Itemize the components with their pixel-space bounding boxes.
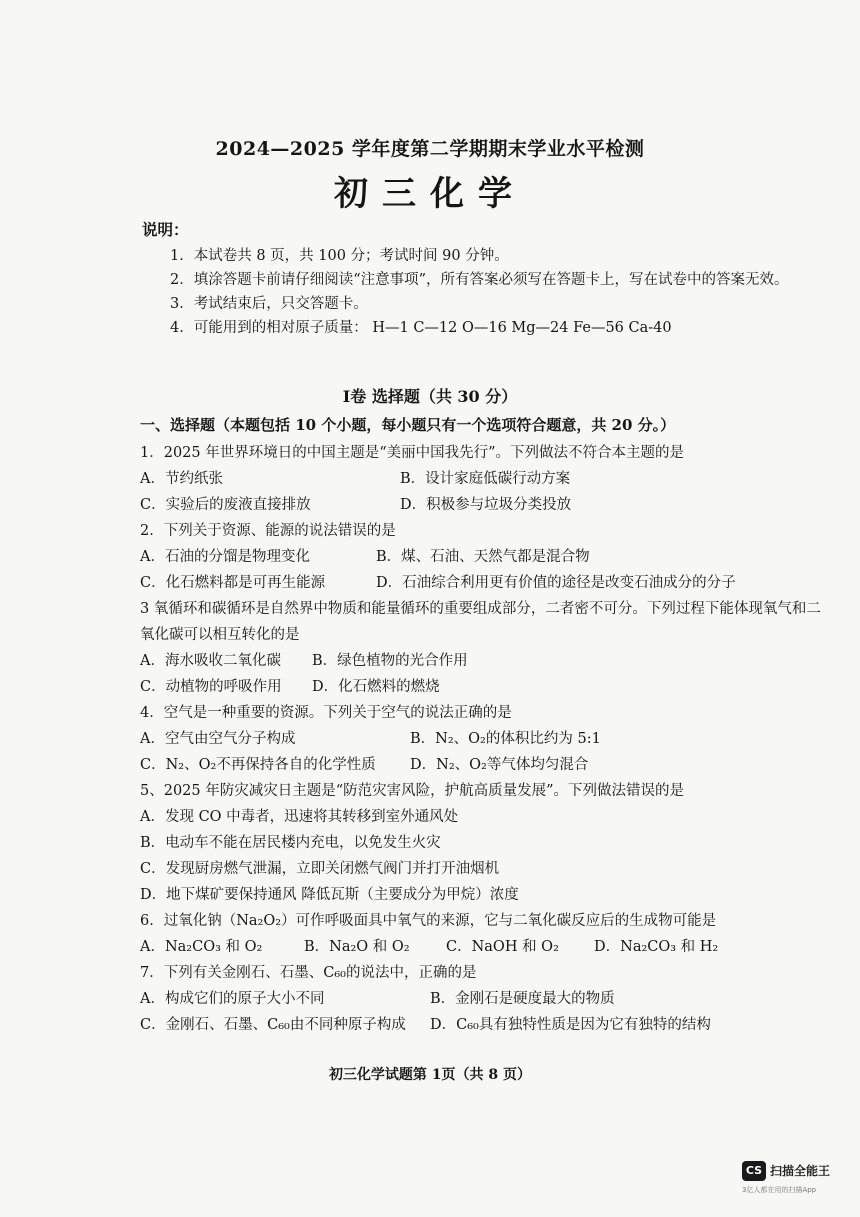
- question-1: [140, 440, 830, 518]
- part-title: 一、选择题（本题包括 10 个小题，每小题只有一个选项符合题意，共 20 分。）: [140, 416, 676, 434]
- option-b: B．金刚石是硬度最大的物质: [430, 991, 615, 1007]
- question-6: [140, 908, 830, 960]
- option-c: C．实验后的废液直接排放: [140, 497, 311, 513]
- instructions: [142, 218, 822, 340]
- option-b: B．N₂、O₂的体积比约为 5:1: [410, 731, 601, 747]
- question-3: [140, 596, 830, 700]
- option-a: A．Na₂CO₃ 和 O₂: [140, 939, 263, 955]
- option-a: A．空气由空气分子构成: [140, 731, 296, 747]
- question-5: [140, 778, 830, 908]
- option-c: C．N₂、O₂不再保持各自的化学性质: [140, 757, 376, 773]
- option-a: A．发现 CO 中毒者，迅速将其转移到室外通风处: [140, 809, 459, 825]
- option-c: C．发现厨房燃气泄漏，立即关闭燃气阀门并打开油烟机: [140, 861, 500, 877]
- option-b: B．Na₂O 和 O₂: [304, 939, 410, 955]
- option-d: D．化石燃料的燃烧: [312, 679, 440, 695]
- question-stem: 5、2025 年防灾减灾日主题是“防范灾害风险，护航高质量发展”。下列做法错误的是: [140, 783, 685, 799]
- instruction-item: 2．填涂答题卡前请仔细阅读“注意事项”，所有答案必须写在答题卡上，写在试卷中的答案无效。: [170, 272, 789, 288]
- question-list: [140, 440, 830, 1038]
- option-a: A．节约纸张: [140, 471, 223, 487]
- camscanner-logo-icon: CS: [742, 1161, 766, 1181]
- page-footer: 初三化学试题第 1页（共 8 页）: [328, 1067, 532, 1083]
- option-c: C．NaOH 和 O₂: [446, 939, 559, 955]
- instructions-heading: 说明：: [142, 220, 189, 239]
- instruction-item: 3．考试结束后，只交答题卡。: [170, 296, 368, 312]
- scanner-watermark: [742, 1160, 852, 1195]
- question-stem: 6．过氧化钠（Na₂O₂）可作呼吸面具中氧气的来源，它与二氧化碳反应后的生成物可能是: [140, 913, 717, 929]
- option-d: D．积极参与垃圾分类投放: [400, 497, 572, 513]
- option-b: B．煤、石油、天然气都是混合物: [376, 549, 590, 565]
- option-d: D．C₆₀具有独特性质是因为它有独特的结构: [430, 1017, 711, 1033]
- option-b: B．设计家庭低碳行动方案: [400, 471, 571, 487]
- option-a: A．石油的分馏是物理变化: [140, 549, 310, 565]
- question-stem: 2．下列关于资源、能源的说法错误的是: [140, 523, 396, 539]
- option-d: D．石油综合利用更有价值的途径是改变石油成分的分子: [376, 575, 736, 591]
- section-title: I卷 选择题（共 30 分）: [342, 387, 518, 406]
- instruction-item: 1．本试卷共 8 页，共 100 分；考试时间 90 分钟。: [170, 248, 509, 264]
- option-b: B．电动车不能在居民楼内充电，以免发生火灾: [140, 835, 441, 851]
- question-stem: 7．下列有关金刚石、石墨、C₆₀的说法中，正确的是: [140, 965, 477, 981]
- option-c: C．动植物的呼吸作用: [140, 679, 282, 695]
- option-c: C．金刚石、石墨、C₆₀由不同种原子构成: [140, 1017, 406, 1033]
- option-b: B．绿色植物的光合作用: [312, 653, 468, 669]
- option-d: D．地下煤矿要保持通风 降低瓦斯（主要成分为甲烷）浓度: [140, 887, 519, 903]
- scanner-tagline: 3亿人都在用的扫描App: [742, 1185, 817, 1194]
- option-c: C．化石燃料都是可再生能源: [140, 575, 326, 591]
- question-stem: 1．2025 年世界环境日的中国主题是“美丽中国我先行”。下列做法不符合本主题的是: [140, 445, 685, 461]
- exam-title: 2024—2025 学年度第二学期期末学业水平检测: [215, 138, 645, 160]
- option-d: D．Na₂CO₃ 和 H₂: [594, 939, 719, 955]
- question-2: [140, 518, 830, 596]
- subject-title: 初三化学: [334, 174, 526, 214]
- question-7: [140, 960, 830, 1038]
- scanner-app-name: 扫描全能王: [770, 1164, 831, 1178]
- instruction-item: 4．可能用到的相对原子质量： H—1 C—12 O—16 Mg—24 Fe—56 Ca-40: [170, 320, 672, 336]
- option-a: A．构成它们的原子大小不同: [140, 991, 325, 1007]
- question-4: [140, 700, 830, 778]
- option-d: D．N₂、O₂等气体均匀混合: [410, 757, 589, 773]
- question-stem: 4．空气是一种重要的资源。下列关于空气的说法正确的是: [140, 705, 512, 721]
- option-a: A．海水吸收二氧化碳: [140, 653, 281, 669]
- question-stem: 3 氧循环和碳循环是自然界中物质和能量循环的重要组成部分，二者密不可分。下列过程下能体现氧气和二氧化碳可以相互转化的是: [140, 601, 821, 643]
